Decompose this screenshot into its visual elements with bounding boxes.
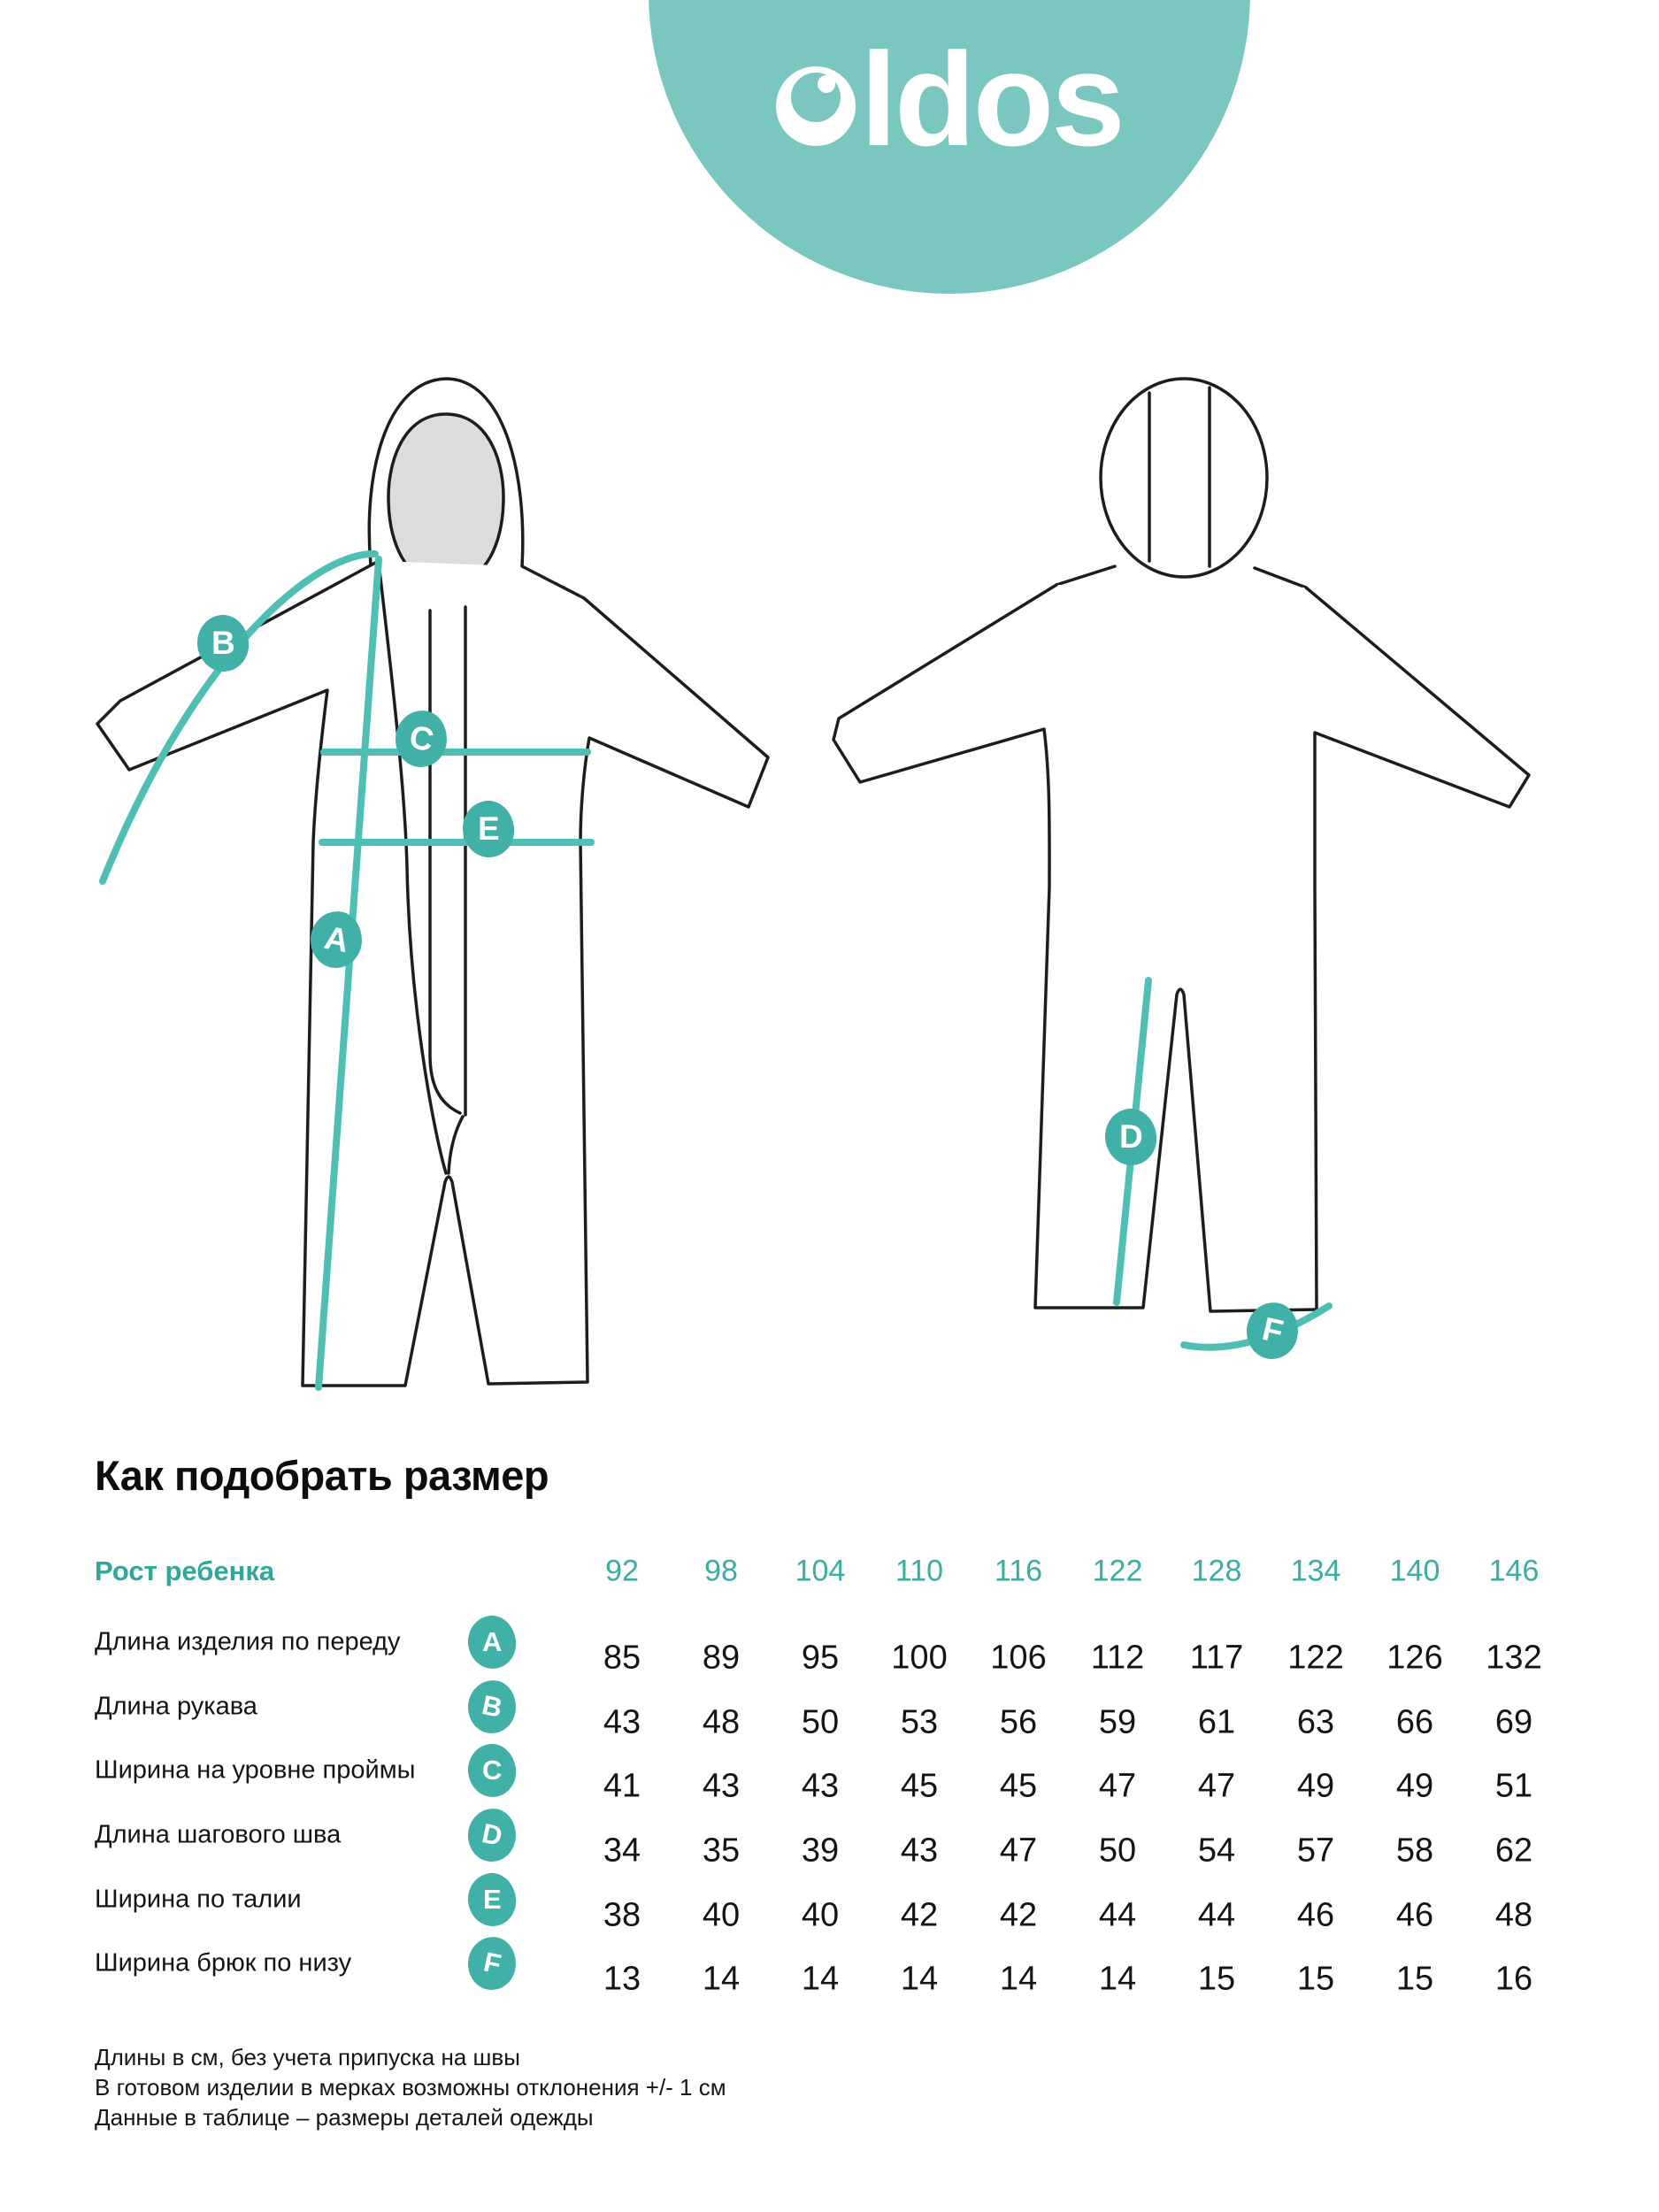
size-value-cell: 95 [801,1639,840,1677]
size-value-cell: 46 [1395,1896,1434,1934]
badge-letter: A [321,918,352,960]
size-value-cell: 132 [1486,1639,1542,1677]
size-value-cell: 45 [999,1767,1038,1805]
badge-letter: E [482,1883,502,1915]
size-value-cell: 34 [603,1832,641,1870]
size-value-cell: 15 [1395,1960,1434,1998]
size-value-cell: 41 [603,1767,641,1805]
size-value-cell: 49 [1395,1767,1434,1805]
footnote: В готовом изделии в мерках возможны отклонения +/- 1 см [95,2074,726,2101]
size-value-cell: 47 [1098,1767,1137,1805]
badge-letter: A [481,1626,503,1658]
size-value-cell: 53 [900,1703,939,1741]
size-value-cell: 51 [1494,1767,1533,1805]
row-badge-E [465,1870,519,1929]
badge-letter: D [479,1817,505,1853]
size-value-cell: 14 [702,1960,741,1998]
size-value-cell: 66 [1395,1703,1434,1741]
size-value-cell: 14 [801,1960,840,1998]
size-value-cell: 47 [1197,1767,1236,1805]
height-header-label: Рост ребенка [95,1555,275,1586]
row-label: Длина рукава [95,1692,257,1721]
jumpsuit-back-drawing [832,354,1575,1389]
size-value-cell: 54 [1197,1832,1236,1870]
size-column-header: 128 [1191,1554,1242,1588]
size-value-cell: 63 [1296,1703,1335,1741]
table-row-C [0,1739,1659,1803]
size-value-cell: 106 [990,1639,1047,1677]
footnote: Данные в таблице – размеры деталей одежды [95,2104,594,2131]
row-badge-C [465,1741,519,1800]
size-value-cell: 89 [702,1639,741,1677]
size-column-header: 92 [605,1554,639,1588]
size-value-cell: 15 [1197,1960,1236,1998]
size-value-cell: 46 [1296,1896,1335,1934]
badge-letter: B [479,1688,505,1724]
size-value-cell: 43 [801,1767,840,1805]
size-value-cell: 42 [900,1896,939,1934]
size-value-cell: 122 [1287,1639,1344,1677]
size-value-cell: 56 [999,1703,1038,1741]
size-value-cell: 126 [1386,1639,1443,1677]
table-row-B [0,1675,1659,1740]
page-title: Как подобрать размер [95,1452,549,1499]
row-label: Ширина на уровне проймы [95,1755,416,1785]
size-value-cell: 40 [702,1896,741,1934]
row-badge-A [465,1613,519,1671]
badge-letter: C [481,1755,503,1786]
row-label: Длина шагового шва [95,1820,342,1849]
size-value-cell: 13 [603,1960,641,1998]
oldos-logo [649,25,1250,173]
size-value-cell: 14 [900,1960,939,1998]
size-value-cell: 47 [999,1832,1038,1870]
badge-letter: D [1118,1118,1143,1156]
body-back-outline [833,585,1529,1311]
size-table [0,1610,1659,1996]
size-value-cell: 62 [1494,1832,1533,1870]
owl-eye-icon [776,66,856,146]
size-value-cell: 112 [1090,1639,1145,1677]
badge-letter: E [477,810,500,847]
owl-eye-pupil [791,73,841,122]
logo-wordmark: ldos [860,25,1123,173]
badge-letter: F [1258,1310,1286,1351]
footnotes [95,2042,726,2132]
size-value-cell: 15 [1296,1960,1335,1998]
size-value-cell: 35 [702,1832,741,1870]
size-value-cell: 50 [801,1703,840,1741]
table-header-row [0,1550,1659,1593]
size-value-cell: 58 [1395,1832,1434,1870]
size-value-cell: 59 [1098,1703,1137,1741]
size-value-cell: 57 [1296,1832,1335,1870]
size-column-header: 110 [895,1554,944,1588]
size-column-header: 116 [994,1554,1043,1588]
row-badge-D [465,1807,518,1863]
size-value-cell: 49 [1296,1767,1335,1805]
table-row-A [0,1610,1659,1675]
footnote: Длины в см, без учета припуска на швы [95,2044,520,2070]
size-value-cell: 69 [1494,1703,1533,1741]
owl-eye-glint [818,75,835,93]
size-value-cell: 48 [702,1703,741,1741]
size-value-cell: 43 [702,1767,741,1805]
size-column-header: 140 [1389,1554,1440,1588]
size-value-cell: 38 [603,1896,641,1934]
size-value-cell: 14 [1098,1960,1137,1998]
size-value-cell: 117 [1189,1639,1244,1677]
size-value-cell: 48 [1494,1896,1533,1934]
size-value-cell: 61 [1197,1703,1236,1741]
size-value-cell: 14 [999,1960,1038,1998]
size-value-cell: 39 [801,1832,840,1870]
row-label: Ширина по талии [95,1885,302,1914]
body-outline [97,561,768,1386]
size-column-header: 104 [795,1554,846,1588]
table-row-D [0,1803,1659,1868]
size-value-cell: 16 [1494,1960,1533,1998]
row-badge-B [465,1678,518,1735]
size-column-header: 146 [1488,1554,1540,1588]
size-value-cell: 85 [603,1639,641,1677]
size-column-header: 134 [1290,1554,1341,1588]
size-column-header: 98 [704,1554,738,1588]
table-row-F [0,1932,1659,1996]
size-value-cell: 43 [603,1703,641,1741]
size-column-header: 122 [1092,1554,1143,1588]
size-value-cell: 43 [900,1832,939,1870]
table-row-E [0,1867,1659,1932]
hood-opening [388,414,503,579]
size-value-cell: 42 [999,1896,1038,1934]
size-value-cell: 40 [801,1896,840,1934]
row-label: Ширина брюк по низу [95,1948,352,1978]
size-value-cell: 45 [900,1767,939,1805]
size-value-cell: 44 [1197,1896,1236,1934]
size-value-cell: 44 [1098,1896,1137,1934]
hood-back [1101,379,1267,577]
badge-letter: C [405,718,437,759]
badge-letter: F [480,1946,504,1980]
size-value-cell: 50 [1098,1832,1137,1870]
jumpsuit-front-drawing [53,372,796,1398]
size-value-cell: 100 [891,1639,948,1677]
row-badge-F [465,1935,518,1992]
row-label: Длина изделия по переду [95,1627,401,1656]
badge-letter: B [211,625,235,662]
